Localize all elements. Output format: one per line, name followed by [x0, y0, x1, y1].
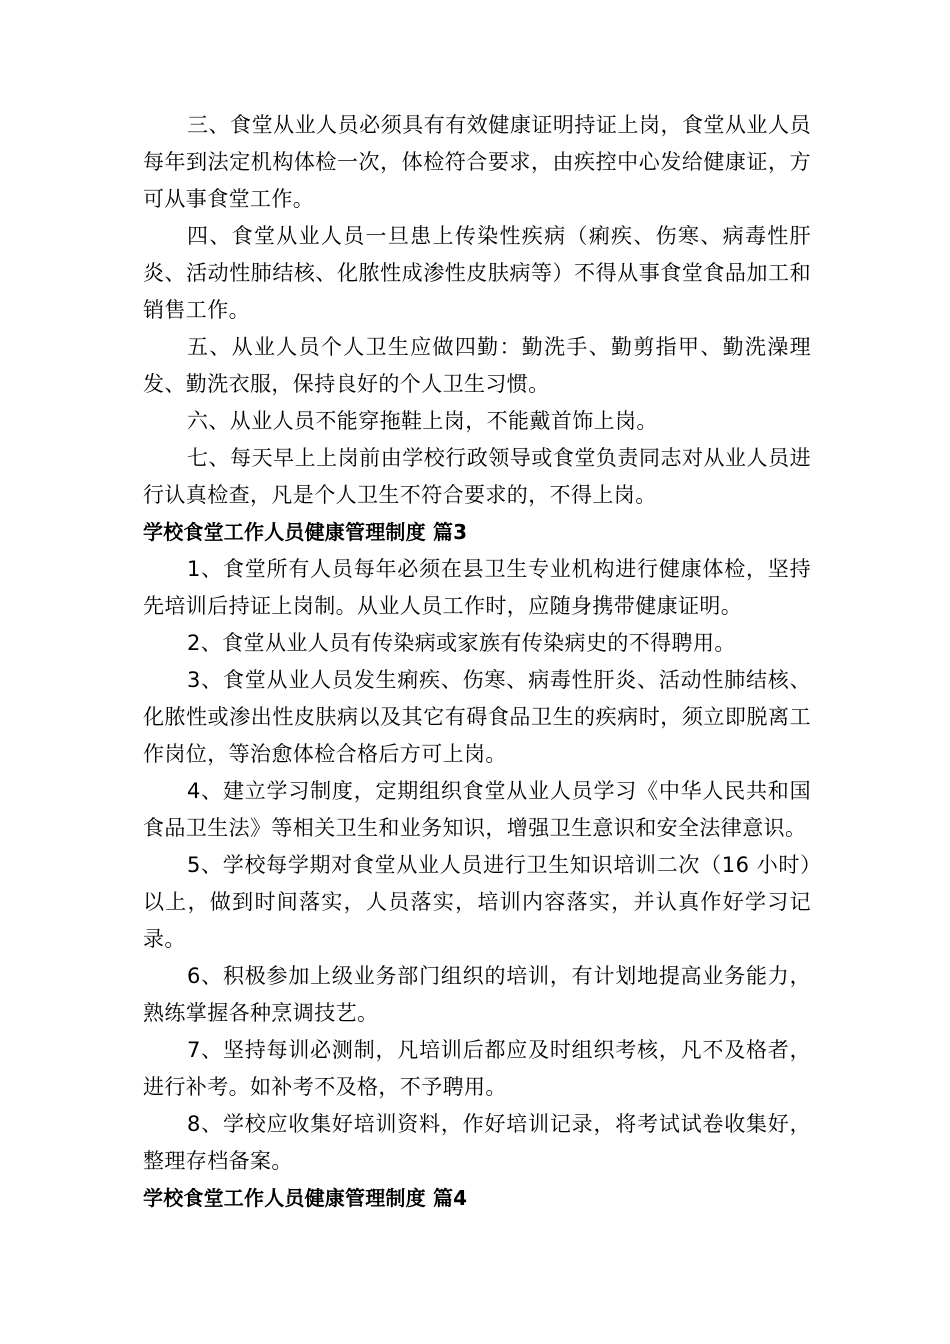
document-body: [143, 107, 811, 1217]
rule-item-5: 五、从业人员个人卫生应做四勤：勤洗手、勤剪指甲、勤洗澡理发、勤洗衣服，保持良好的个人卫生习惯。: [143, 335, 811, 396]
section-4-heading: 学校食堂工作人员健康管理制度 篇4: [143, 1186, 468, 1210]
rule-item-3: 三、食堂从业人员必须具有有效健康证明持证上岗，食堂从业人员每年到法定机构体检一次，体检符合要求，由疾控中心发给健康证，方可从事食堂工作。: [143, 113, 811, 211]
section-3-item-7: 7、坚持每训必测制，凡培训后都应及时组织考核，凡不及格者，进行补考。如补考不及格，不予聘用。: [143, 1038, 811, 1099]
section-3-item-1: 1、食堂所有人员每年必须在县卫生专业机构进行健康体检，坚持先培训后持证上岗制。从业人员工作时，应随身携带健康证明。: [143, 557, 811, 618]
section-3-heading: 学校食堂工作人员健康管理制度 篇3: [143, 520, 468, 544]
rule-item-7: 七、每天早上上岗前由学校行政领导或食堂负责同志对从业人员进行认真检查，凡是个人卫生不符合要求的，不得上岗。: [143, 446, 811, 507]
section-3-item-8: 8、学校应收集好培训资料，作好培训记录，将考试试卷收集好，整理存档备案。: [143, 1112, 811, 1173]
section-3-item-3: 3、食堂从业人员发生痢疾、伤寒、病毒性肝炎、活动性肺结核、化脓性或渗出性皮肤病以及其它有碍食品卫生的疾病时，须立即脱离工作岗位，等治愈体检合格后方可上岗。: [143, 668, 811, 766]
rule-item-6: 六、从业人员不能穿拖鞋上岗，不能戴首饰上岗。: [187, 409, 658, 433]
rule-item-4: 四、食堂从业人员一旦患上传染性疾病（痢疾、伤寒、病毒性肝炎、活动性肺结核、化脓性成渗性皮肤病等）不得从事食堂食品加工和销售工作。: [143, 224, 811, 322]
section-3-item-6: 6、积极参加上级业务部门组织的培训，有计划地提高业务能力，熟练掌握各种烹调技艺。: [143, 964, 811, 1025]
section-3-item-2: 2、食堂从业人员有传染病或家族有传染病史的不得聘用。: [187, 631, 736, 655]
section-3-item-4: 4、建立学习制度，定期组织食堂从业人员学习《中华人民共和国食品卫生法》等相关卫生和业务知识，增强卫生意识和安全法律意识。: [143, 779, 811, 840]
section-3-item-5: 5、学校每学期对食堂从业人员进行卫生知识培训二次（16 小时）以上，做到时间落实，人员落实，培训内容落实，并认真作好学习记录。: [143, 853, 811, 951]
